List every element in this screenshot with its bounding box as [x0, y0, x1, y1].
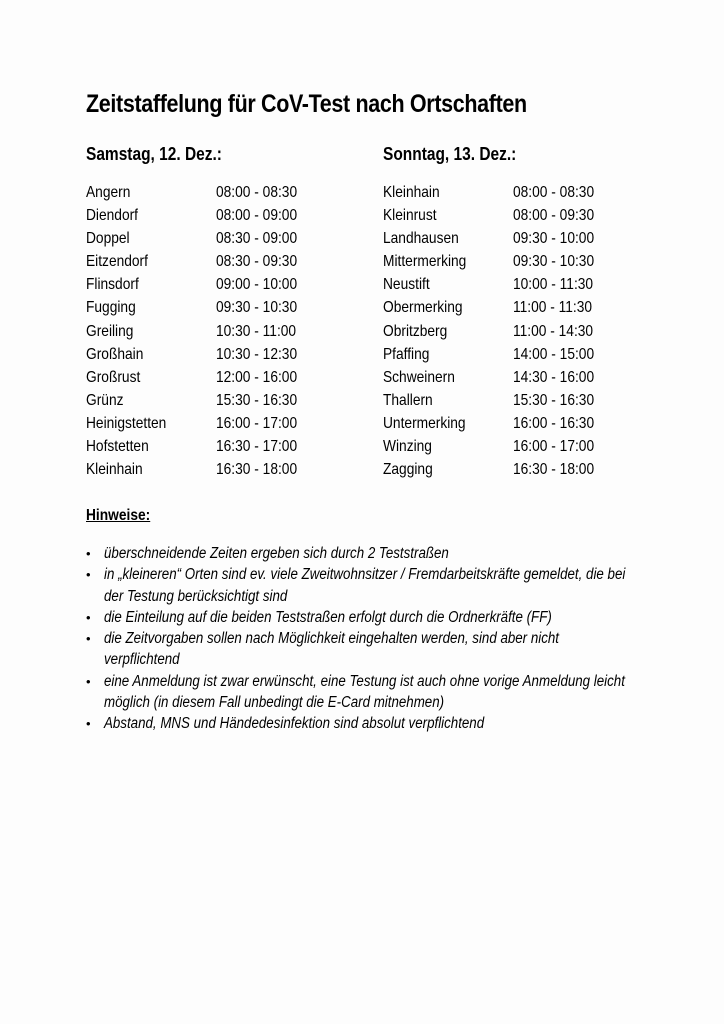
- schedule-row: [86, 435, 346, 458]
- schedule-row: [86, 227, 346, 250]
- time-slot: 11:00 - 11:30: [513, 299, 593, 317]
- schedule-row: [383, 320, 643, 343]
- schedule-row: [383, 435, 643, 458]
- schedule-row: [383, 227, 643, 250]
- note-text: die Einteilung auf die beiden Teststraßen erfolgt durch die Ordnerkräfte (FF): [104, 608, 552, 626]
- place-name: Großhain: [86, 345, 144, 363]
- schedule-row: [383, 458, 643, 481]
- schedule-row: [383, 366, 643, 389]
- time-slot: 10:30 - 12:30: [216, 345, 298, 363]
- place-name: Diendorf: [86, 207, 139, 225]
- bullet-icon: •: [86, 631, 91, 647]
- list-item: [86, 628, 686, 671]
- place-name: Kleinhain: [383, 184, 440, 201]
- place-name: Kleinhain: [86, 461, 143, 479]
- saturday-schedule: [86, 181, 346, 481]
- list-item: [86, 713, 686, 734]
- bullet-icon: •: [86, 567, 91, 583]
- time-slot: 08:30 - 09:00: [216, 230, 298, 248]
- time-slot: 16:30 - 17:00: [216, 438, 298, 456]
- time-slot: 16:00 - 17:00: [216, 414, 298, 432]
- time-slot: 12:00 - 16:00: [216, 368, 298, 386]
- list-item: [86, 671, 686, 714]
- bullet-icon: •: [86, 546, 91, 561]
- time-slot: 16:30 - 18:00: [216, 461, 298, 479]
- list-item: [86, 543, 686, 564]
- notes-heading: Hinweise:: [86, 507, 151, 524]
- note-text: in „kleineren“ Orten sind ev. viele Zweitwohnsitzer / Fremdarbeitskräfte gemeldet, die bei der Testung berücksichtigt sind: [104, 566, 626, 605]
- place-name: Fugging: [86, 299, 136, 317]
- schedule-row: [383, 250, 643, 273]
- schedule-row: [86, 296, 346, 319]
- place-name: Hofstetten: [86, 438, 149, 456]
- time-slot: 14:00 - 15:00: [513, 345, 595, 363]
- place-name: Angern: [86, 184, 131, 201]
- place-name: Neustift: [383, 276, 430, 294]
- time-slot: 16:30 - 18:00: [513, 461, 595, 479]
- schedule-row: [86, 250, 346, 273]
- schedule-row: [383, 389, 643, 412]
- bullet-icon: •: [86, 716, 91, 732]
- schedule-row: [383, 273, 643, 296]
- place-name: Untermerking: [383, 414, 466, 432]
- bullet-icon: •: [86, 609, 91, 625]
- note-text: Abstand, MNS und Händedesinfektion sind absolut verpflichtend: [104, 715, 485, 733]
- place-name: Landhausen: [383, 230, 459, 248]
- schedule-row: [86, 458, 346, 481]
- place-name: Eitzendorf: [86, 253, 148, 271]
- time-slot: 08:00 - 09:00: [216, 207, 298, 225]
- time-slot: 14:30 - 16:00: [513, 368, 595, 386]
- time-slot: 09:30 - 10:30: [513, 253, 595, 271]
- schedule-row: [86, 412, 346, 435]
- place-name: Kleinrust: [383, 207, 437, 225]
- time-slot: 09:00 - 10:00: [216, 276, 298, 294]
- time-slot: 08:00 - 09:30: [513, 207, 595, 225]
- place-name: Winzing: [383, 438, 432, 456]
- place-name: Mittermerking: [383, 253, 467, 271]
- list-item: [86, 607, 686, 628]
- list-item: [86, 564, 686, 607]
- schedule-row: [383, 343, 643, 366]
- time-slot: 11:00 - 14:30: [513, 322, 594, 340]
- place-name: Heinigstetten: [86, 414, 167, 432]
- note-text: eine Anmeldung ist zwar erwünscht, eine Testung ist auch ohne vorige Anmeldung leicht möglich (in diesem Fall unbedingt die E-Card mitnehmen): [104, 672, 625, 712]
- schedule-row: [383, 181, 643, 204]
- note-text: die Zeitvorgaben sollen nach Möglichkeit eingehalten werden, sind aber nicht verpflichtend: [104, 630, 559, 669]
- time-slot: 10:30 - 11:00: [216, 322, 297, 340]
- place-name: Grünz: [86, 391, 124, 409]
- saturday-heading: Samstag, 12. Dez.:: [86, 144, 222, 164]
- note-text: überschneidende Zeiten ergeben sich durch 2 Teststraßen: [104, 545, 449, 562]
- schedule-row: [86, 343, 346, 366]
- time-slot: 15:30 - 16:30: [513, 391, 595, 409]
- place-name: Doppel: [86, 230, 130, 248]
- schedule-row: [86, 181, 346, 204]
- time-slot: 08:30 - 09:30: [216, 253, 298, 271]
- schedule-row: [383, 412, 643, 435]
- time-slot: 08:00 - 08:30: [513, 184, 595, 201]
- time-slot: 09:30 - 10:00: [513, 230, 595, 248]
- time-slot: 09:30 - 10:30: [216, 299, 298, 317]
- schedule-row: [86, 273, 346, 296]
- schedule-row: [86, 366, 346, 389]
- time-slot: 15:30 - 16:30: [216, 391, 298, 409]
- time-slot: 16:00 - 17:00: [513, 438, 595, 456]
- schedule-row: [86, 204, 346, 227]
- page-title: Zeitstaffelung für CoV-Test nach Ortschaften: [86, 90, 527, 118]
- time-slot: 10:00 - 11:30: [513, 276, 594, 294]
- place-name: Obermerking: [383, 299, 463, 317]
- place-name: Obritzberg: [383, 322, 448, 340]
- notes-list: [86, 543, 686, 735]
- place-name: Pfaffing: [383, 345, 430, 363]
- place-name: Großrust: [86, 368, 141, 386]
- time-slot: 16:00 - 16:30: [513, 414, 595, 432]
- schedule-row: [86, 389, 346, 412]
- schedule-row: [86, 320, 346, 343]
- sunday-heading: Sonntag, 13. Dez.:: [383, 144, 517, 164]
- place-name: Flinsdorf: [86, 276, 139, 294]
- place-name: Thallern: [383, 391, 433, 409]
- sunday-schedule: [383, 181, 643, 481]
- schedule-row: [383, 204, 643, 227]
- place-name: Greiling: [86, 322, 134, 340]
- place-name: Zagging: [383, 461, 433, 479]
- bullet-icon: •: [86, 673, 91, 689]
- place-name: Schweinern: [383, 368, 455, 386]
- schedule-row: [383, 296, 643, 319]
- time-slot: 08:00 - 08:30: [216, 184, 298, 201]
